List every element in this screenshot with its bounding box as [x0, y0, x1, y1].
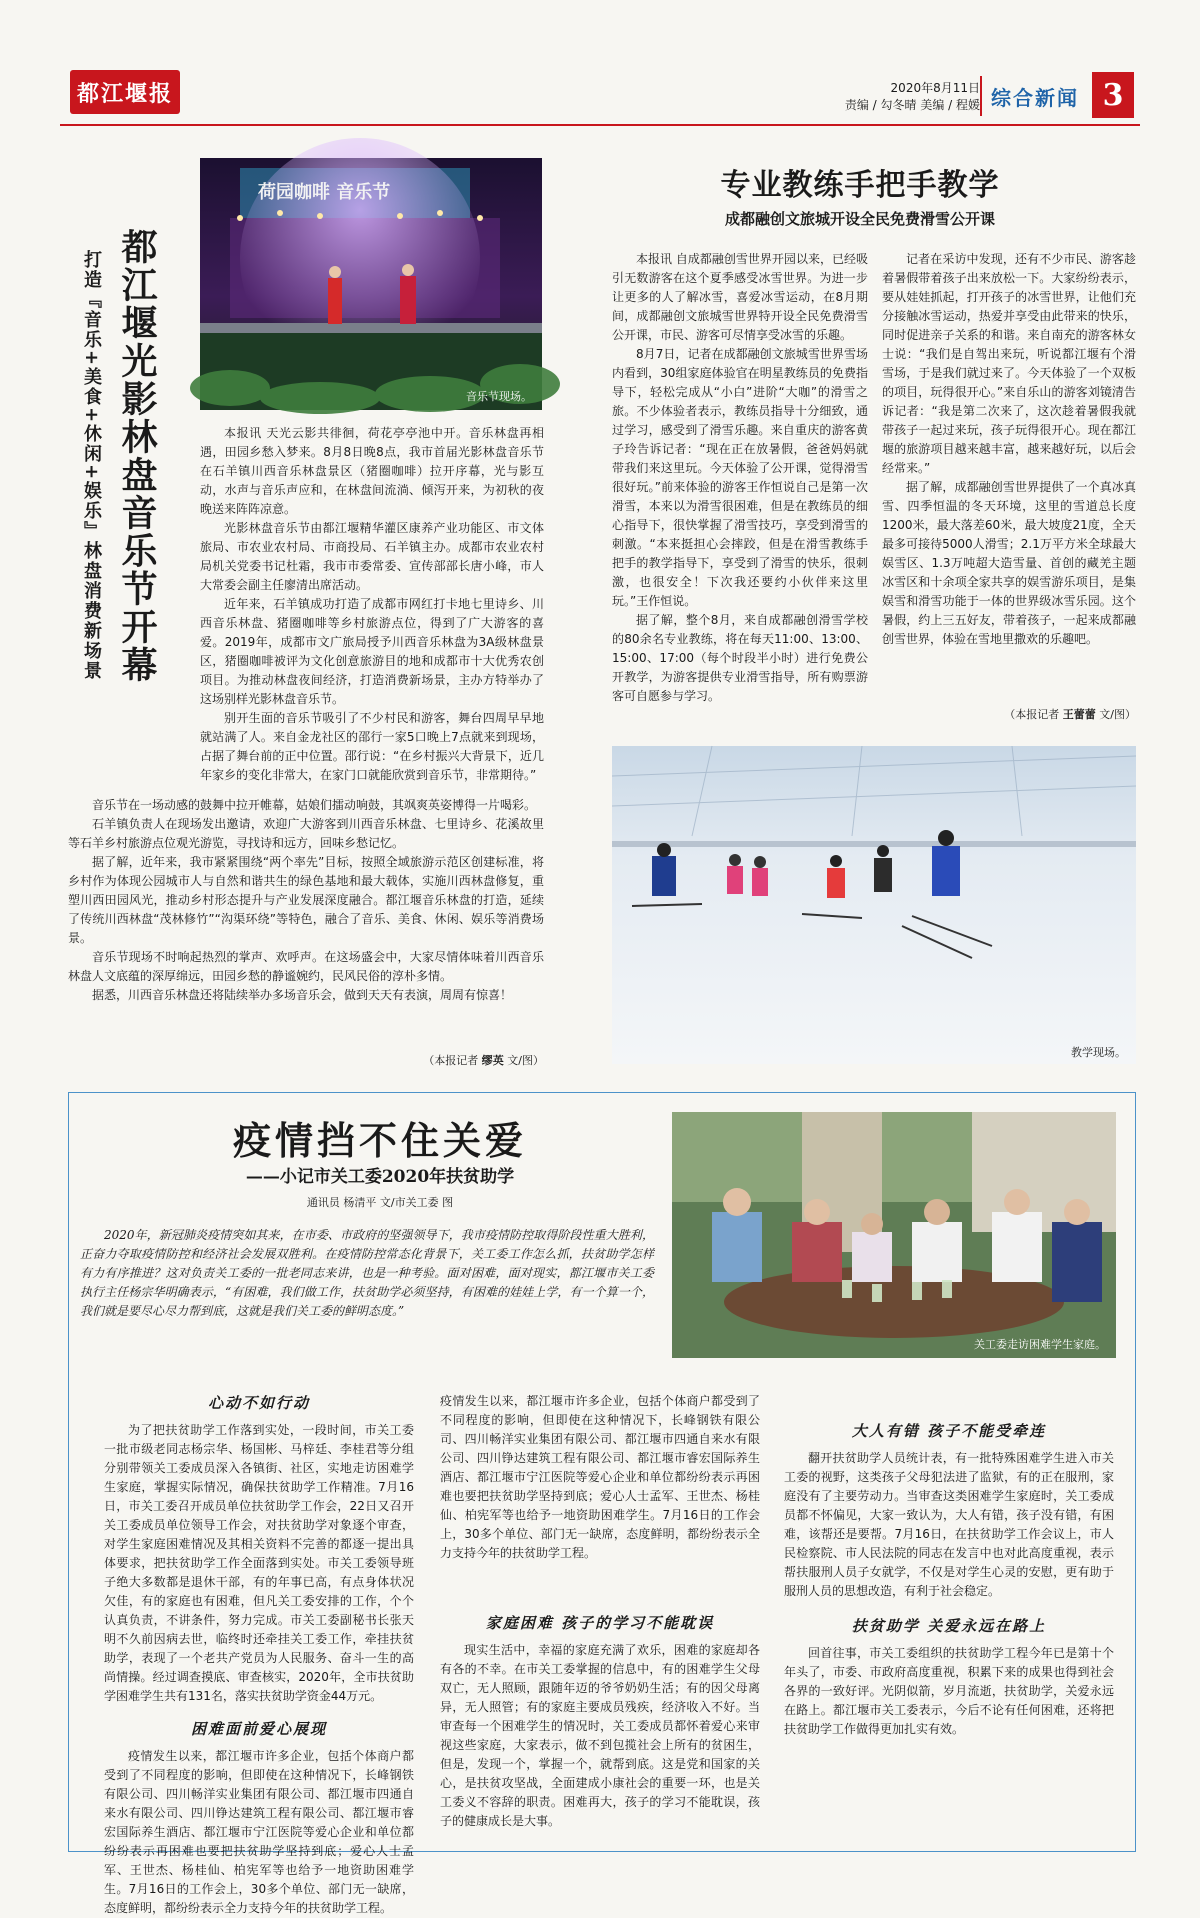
poverty-col1 [104, 1392, 414, 1915]
paragraph: 据了解，近年来，我市紧紧围绕“两个率先”目标，按照全域旅游示范区创建标准，将乡村作为体现公园城市人与自然和谐共生的绿色基地和最大载体，实施川西林盘修复，重塑川西田园风光，推动乡村形态提升与产业发展深度融合。都江堰音乐林盘的打造，延续了传统川西林盘“茂林修竹”“沟渠环绕”等特色，融合了音乐、美食、休闲、娱乐等消费场景。 [68, 855, 544, 945]
paragraph: 现实生活中，幸福的家庭充满了欢乐，困难的家庭却各有各的不幸。在市关工委掌握的信息中，有的困难学生父母双亡，无人照顾，跟随年迈的爷爷奶奶生活；有的因父母离异，无人照管；有的家庭主要成员残疾，经济收入不好。当审查每一个困难学生的情况时，关工委成员都怀着爱心来审视这些家庭，大家表示，做不到包揽社会上所有的贫困生，但是，发现一个，掌握一个，就帮到底。这是党和国家的关心，是扶贫攻坚战，全面建成小康社会的重要一环，也是关工委义不容辞的职责。困难再大，孩子的学习不能耽误，孩子的健康成长是大事。 [440, 1643, 760, 1828]
ski-article-col1 [612, 250, 868, 726]
header-divider [60, 124, 1140, 126]
paragraph: 疫情发生以来，都江堰市许多企业，包括个体商户都受到了不同程度的影响，但即使在这种情况下，长峰钢铁有限公司、四川畅洋实业集团有限公司、都江堰市四通自来水有限公司、四川铮达建筑工程有限公司、都江堰市睿宏国际养生酒店、都江堰市宁江医院等爱心企业和单位都纷纷表示再困难也要把扶贫助学坚持到底；爱心人士孟军、王世杰、杨桂仙、柏宪军等也给予一地资助困难学生。7月16日的工作会上，30多个单位、部门无一缺席，态度鲜明，都纷纷表示全力支持今年的扶贫助学工程。 [104, 1749, 414, 1915]
music-festival-photo [200, 158, 542, 410]
page-number: 3 [1092, 72, 1134, 118]
ski-photo-caption: 教学现场。 [1071, 1046, 1126, 1059]
newspaper-masthead: 都江堰报 [70, 70, 180, 114]
stage-sign-text: 荷园咖啡 音乐节 [258, 182, 391, 203]
music-article-body-bottom [68, 796, 544, 1005]
issue-date: 2020年8月11日 [890, 81, 980, 95]
paragraph: 疫情发生以来，都江堰市许多企业，包括个体商户都受到了不同程度的影响，但即使在这种情况下，长峰钢铁有限公司、四川畅洋实业集团有限公司、都江堰市四通自来水有限公司、四川铮达建筑工程有限公司、都江堰市睿宏国际养生酒店、都江堰市宁江医院等爱心企业和单位都纷纷表示再困难也要把扶贫助学坚持到底；爱心人士孟军、王世杰、杨桂仙、柏宪军等也给予一地资助困难学生。7月16日的工作会上，30多个单位、部门无一缺席，态度鲜明，都纷纷表示全力支持今年的扶贫助学工程。 [440, 1394, 760, 1560]
family-visit-photo [672, 1112, 1116, 1358]
paragraph: 光影林盘音乐节由都江堰精华灌区康养产业功能区、市文体旅局、市农业农村局、市商投局、石羊镇主办。成都市农业农村局机关党委书记杜霜，我市市委常委、宣传部部长唐小峰，市人大常委会副主任廖清出席活动。 [200, 521, 544, 592]
poverty-col3 [784, 1420, 1114, 1739]
family-photo-caption: 关工委走访困难学生家庭。 [974, 1338, 1106, 1351]
ski-article-byline: （本报记者 王蕾蕾 文/图） [1004, 708, 1136, 721]
ski-article-title: 专业教练手把手教学 [720, 168, 1000, 203]
paragraph: 音乐节现场不时响起热烈的掌声、欢呼声。在这场盛会中，大家尽情体味着川西音乐林盘人文底蕴的深厚绵远，田园乡愁的静谧婉约，民风民俗的淳朴多情。 [68, 950, 544, 983]
paragraph: 据悉，川西音乐林盘还将陆续举办多场音乐会，做到天天有表演，周周有惊喜！ [92, 988, 513, 1002]
paragraph: 回首往事，市关工委组织的扶贫助学工程今年已是第十个年头了，市委、市政府高度重视，积累下来的成果也得到社会各界的一致好评。光阴似箭，岁月流逝，扶贫助学，关爱永远在路上。都江堰市关工委表示，今后不论有任何困难，还将把扶贫助学工作做得更加扎实有效。 [784, 1646, 1114, 1736]
section-heading: 困难面前爱心展现 [190, 1720, 327, 1738]
music-article-byline: （本报记者 缪英 文/图） [423, 1054, 544, 1067]
paragraph: 翻开扶贫助学人员统计表，有一批特殊困难学生进入市关工委的视野，这类孩子父母犯法进了监狱，有的正在服刑，家庭没有了主要劳动力。当审查这类困难学生家庭时，关工委成员都不怀偏见，大家一致认为，大人有错，孩子没有错，有困难，该帮还是要帮。7月16日，在扶贫助学工作会议上，市人民检察院、市人民法院的同志在发言中也对此高度重视，表示帮扶服刑人员子女就学，不仅是对学生心灵的安慰，更有助于服刑人员的思想改造，有利于社会稳定。 [784, 1451, 1114, 1598]
poverty-article-lead: 2020年，新冠肺炎疫情突如其来，在市委、市政府的坚强领导下，我市疫情防控取得阶段性重大胜利，正奋力夺取疫情防控和经济社会发展双胜利。在疫情防控常态化背景下，关工委工作怎么抓，扶贫助学怎样有力有序推进？这对负责关工委的一批老同志来讲，也是一种考验。面对困难，面对现实，都江堰市关工委执行主任杨宗华明确表示，“有困难，我们做工作，扶贫助学必须坚持，有困难的娃娃上学，有一个算一个，我们就是要尽心尽力帮到底，这就是我们关工委的鲜明态度。” [80, 1228, 654, 1318]
section-heading: 扶贫助学 关爱永远在路上 [851, 1617, 1047, 1635]
music-article-body-top [200, 424, 544, 785]
poverty-article-subtitle: ——小记市关工委2020年扶贫助学 [245, 1167, 515, 1187]
poverty-col2 [440, 1392, 760, 1831]
music-article-title: 都江堰光影林盘音乐节开幕 [116, 228, 158, 684]
paragraph: 本报讯 天光云影共徘徊，荷花亭亭池中开。音乐林盘再相遇，田园乡愁入梦来。8月8日晚8点，我市首届光影林盘音乐节在石羊镇川西音乐林盘景区（猪圈咖啡）拉开序幕，光与影互动，水声与音乐声应和，在林盘间流淌、倾泻开来，为初秋的夜晚送来阵阵凉意。 [200, 426, 544, 516]
ski-article-col2 [882, 250, 1136, 700]
paragraph: 8月7日，记者在成都融创文旅城雪世界雪场内看到，30组家庭体验官在明星教练员的免费指导下，轻松完成从“小白”进阶“大咖”的滑雪之旅。不少体验者表示，教练员指导十分细致，通过学习，感受到了滑雪乐趣。来自重庆的游客黄子玲告诉记者：“现在正在放暑假，爸爸妈妈就带我们来这里玩。今天体验了公开课，觉得滑雪很好玩。”前来体验的游客王作恒说自己是第一次滑雪，本来以为滑雪很困难，但是在教练员的细心指导下，很快掌握了滑雪技巧，享受到滑雪的刺激。“本来挺担心会摔跤，但是在滑雪教练手把手的教学指导下，享受到了滑雪的快乐，很刺激，也很安全！下次我还要约小伙伴来这里玩。”王作恒说。 [612, 347, 868, 608]
paragraph: 记者在采访中发现，还有不少市民、游客趁着暑假带着孩子出来放松一下。大家纷纷表示，要从娃娃抓起，打开孩子的冰雪世界，让他们充分接触冰雪运动，热爱并享受由此带来的快乐，同时促进亲子关系的和谐。来自南充的游客林女士说：“我们是自驾出来玩，听说都江堰有个滑雪场，于是我们就过来了。今天体验了一个双板的项目，玩得很开心。”来自乐山的游客刘镜清告诉记者：“我是第二次来了，这次趁着暑假我就带孩子一起过来玩，孩子玩得很开心。现在都江堰的旅游项目越来越丰富，越来越好玩，以后会经常来。” [882, 252, 1136, 475]
paragraph: 据了解，成都融创雪世界提供了一个真冰真雪、四季恒温的冬天环境，这里的雪道总长度1200米，最大落差60米，最大坡度21度，全天最多可接待5000人滑雪；2.1万平方米全球最大娱雪区、1.3万吨超大造雪量、首创的藏羌主题冰雪区和十余项全家共享的娱雪游乐项目，是集娱雪和滑雪功能于一体的世界级冰雪乐园。这个暑假，约上三五好友，带着孩子，一起来成都融创雪世界，体验在雪地里撒欢的乐趣吧。 [882, 480, 1136, 646]
music-photo-caption: 音乐节现场。 [466, 390, 532, 403]
section-heading: 家庭困难 孩子的学习不能耽误 [485, 1614, 715, 1632]
issue-info [780, 80, 980, 114]
ski-lesson-photo [612, 746, 1136, 1064]
paragraph: 近年来，石羊镇成功打造了成都市网红打卡地七里诗乡、川西音乐林盘、猪圈咖啡等乡村旅游点位，得到了广大游客的喜爱。2019年，成都市文广旅局授予川西音乐林盘为3A级林盘景区，猪圈咖啡被评为文化创意旅游目的地和成都市十大优秀农创项目。为推动林盘夜间经济，打造消费新场景，主办方特举办了这场别样光影林盘音乐节。 [200, 597, 544, 706]
section-title: 综合新闻 [980, 76, 1088, 116]
section-heading: 大人有错 孩子不能受牵连 [851, 1422, 1047, 1440]
paragraph: 据了解，整个8月，来自成都融创滑雪学校的80余名专业教练，将在每天11:00、13:00、15:00、17:00（每个时段半小时）进行免费公开教学，为游客提供专业滑雪指导，所有购票游客可自愿参与学习。 [612, 613, 868, 703]
paragraph: 石羊镇负责人在现场发出邀请，欢迎广大游客到川西音乐林盘、七里诗乡、花溪故里等石羊乡村旅游点位观光游览，寻找诗和远方，回味乡愁记忆。 [68, 817, 544, 850]
paragraph: 音乐节在一场动感的鼓舞中拉开帷幕，姑娘们擂动响鼓，其飒爽英姿博得一片喝彩。 [92, 798, 537, 812]
paragraph: 本报讯 自成都融创雪世界开园以来，已经吸引无数游客在这个夏季感受冰雪世界。为进一步让更多的人了解冰雪，喜爱冰雪运动，在8月期间，成都融创文旅城雪世界特开设全民免费滑雪公开课，市民、游客可尽情享受冰雪的乐趣。 [612, 252, 868, 342]
poverty-article-title: 疫情挡不住关爱 [232, 1118, 527, 1163]
ski-article-subtitle: 成都融创文旅城开设全民免费滑雪公开课 [724, 210, 995, 228]
section-heading: 心动不如行动 [207, 1394, 310, 1412]
editors-line: 责编 / 勾冬晴 美编 / 程媛 [844, 98, 980, 112]
paragraph: 为了把扶贫助学工作落到实处，一段时间，市关工委一批市级老同志杨宗华、杨国彬、马梓廷、李桂君等分组分别带领关工委成员深入各镇街、社区，实地走访困难学生家庭，掌握实际情况，确保扶贫助学工作精准。7月16日，市关工委召开成员单位扶贫助学工作会，22日又召开关工委成员单位领导工作会，对扶贫助学对象逐个审查，对学生家庭困难情况及其相关资料不完善的都逐一提出具体要求，把扶贫助学工作全面落到实处。市关工委领导班子绝大多数都是退休干部，有的年事已高，有点身体状况欠佳，有的家庭也有困难，但凡关工委安排的工作，个个认真负责，不讲条件，努力完成。市关工委副秘书长张天明不久前因病去世，临终时还牵挂关工委工作，牵挂扶贫助学，表现了一个老共产党员为人民服务、奋斗一生的高尚情操。经过调查摸底、审查核实，2020年，全市扶贫助学困难学生共有131名，落实扶贫助学资金44万元。 [104, 1423, 414, 1703]
poverty-article-byline: 通讯员 杨清平 文/市关工委 图 [306, 1196, 454, 1209]
music-article-subtitle: 打造『音乐+美食+休闲+娱乐』林盘消费新场景 [81, 250, 102, 682]
paragraph: 别开生面的音乐节吸引了不少村民和游客，舞台四周早早地就站满了人。来自金龙社区的邵行一家5口晚上7点就来到现场，占据了舞台前的正中位置。邵行说：“在乡村振兴大背景下，近几年家乡的变化非常大，在家门口就能欣赏到音乐节，非常期待。” [200, 711, 544, 782]
